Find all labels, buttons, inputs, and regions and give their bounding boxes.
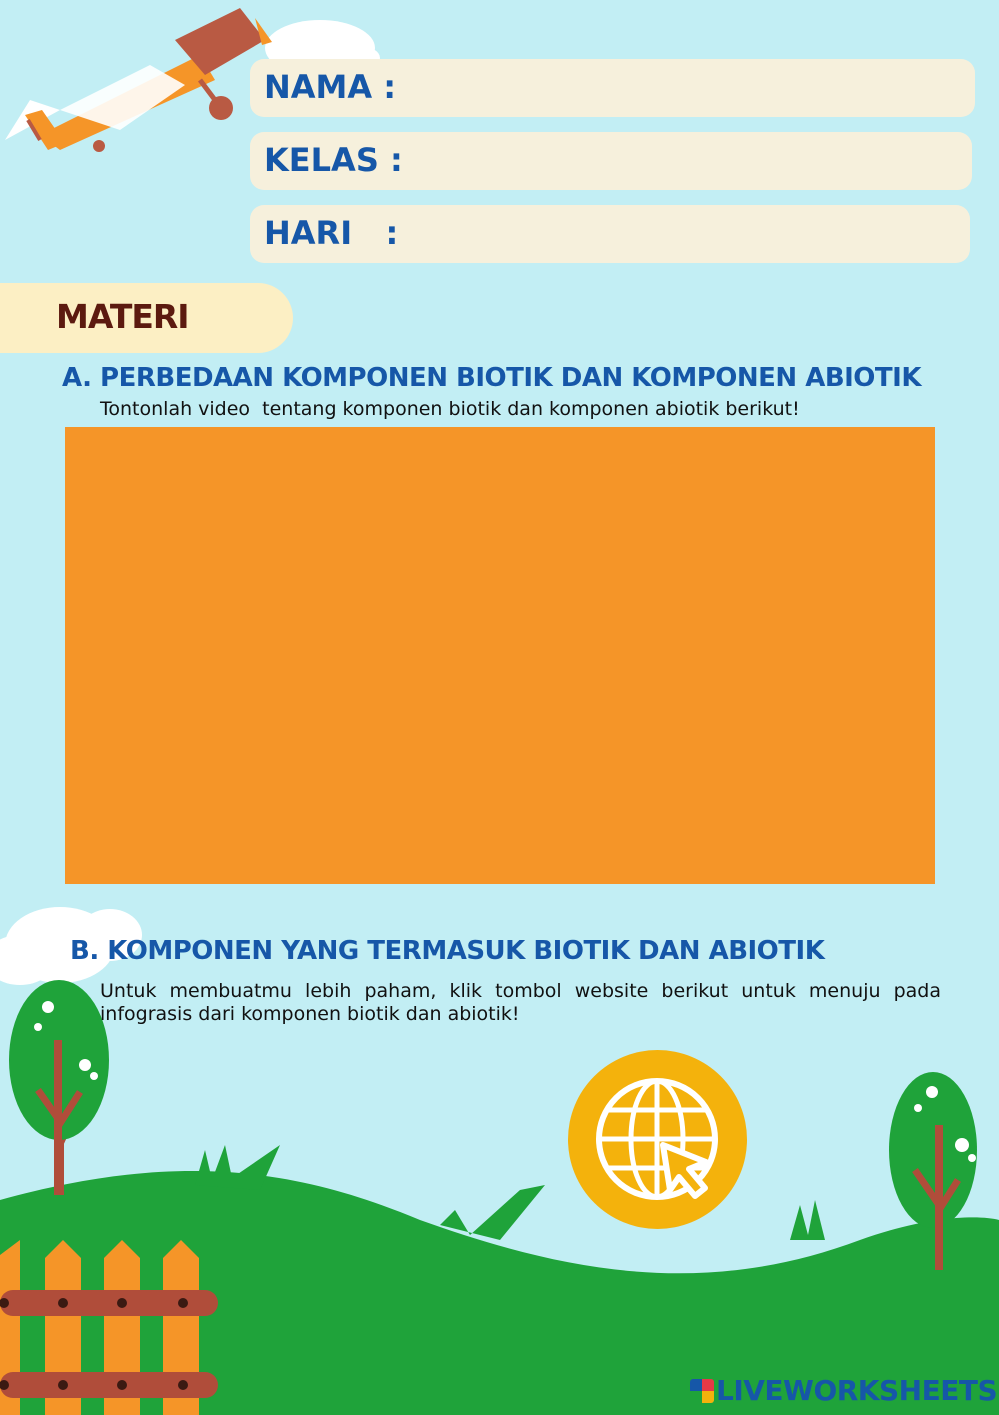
day-label: HARI : <box>264 214 399 252</box>
materi-label: MATERI <box>56 297 189 336</box>
materi-tab <box>0 283 293 353</box>
section-a-title: A. PERBEDAAN KOMPONEN BIOTIK DAN KOMPONEN ABIOTIK <box>62 363 921 393</box>
section-b-title: B. KOMPONEN YANG TERMASUK BIOTIK DAN ABIOTIK <box>70 936 825 966</box>
website-button[interactable] <box>568 1050 747 1229</box>
brand-text: LIVEWORKSHEETS <box>716 1374 998 1407</box>
liveworksheets-mark-icon <box>690 1379 714 1403</box>
name-field[interactable] <box>250 59 975 117</box>
airplane-icon <box>0 0 280 165</box>
class-field[interactable] <box>250 132 972 190</box>
liveworksheets-logo <box>690 1374 997 1407</box>
day-field[interactable] <box>250 205 970 263</box>
class-label: KELAS : <box>264 141 403 179</box>
globe-cursor-icon <box>568 1050 747 1229</box>
video-placeholder[interactable] <box>65 427 935 884</box>
section-a-instruction: Tontonlah video tentang komponen biotik dan komponen abiotik berikut! <box>100 398 800 420</box>
section-b-instruction: Untuk membuatmu lebih paham, klik tombol website berikut untuk menuju pada infograsis dari komponen biotik dan abiotik! <box>100 980 941 1025</box>
name-label: NAMA : <box>264 68 397 106</box>
